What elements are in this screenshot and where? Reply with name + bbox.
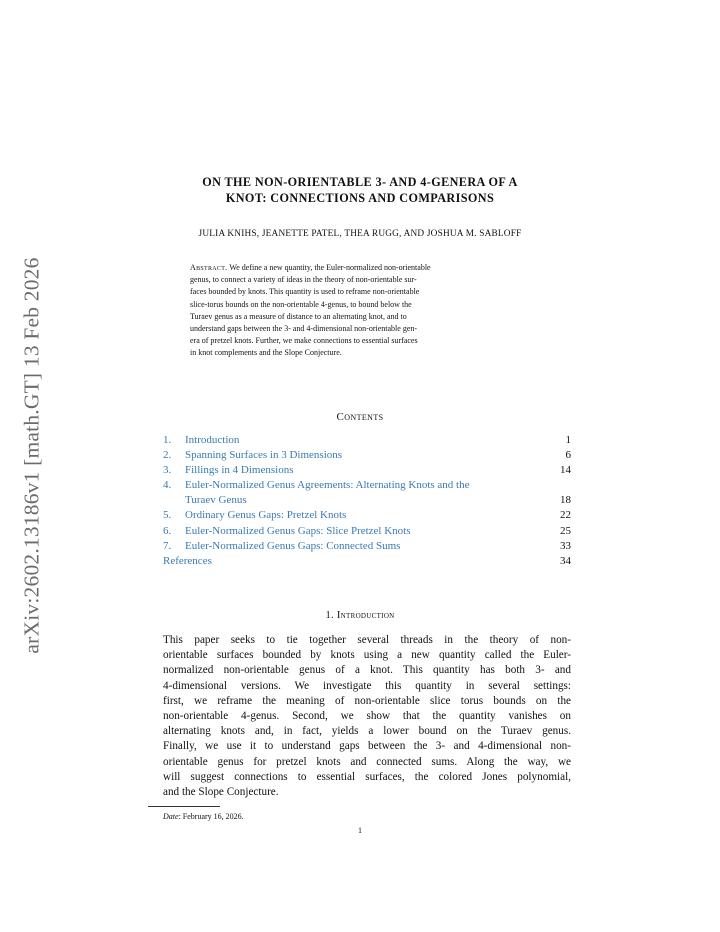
toc-entry-link[interactable]: Euler-Normalized Genus Gaps: Connected Sums: [185, 539, 401, 552]
table-of-contents: [163, 433, 571, 569]
page-number: 1: [358, 826, 362, 835]
toc-entry-introduction[interactable]: [163, 433, 571, 448]
toc-entry-pretzel-knots[interactable]: [163, 508, 571, 523]
abstract-line: Turaev genus as a measure of distance to an alternating knot, and to: [190, 311, 407, 321]
toc-entry-fillings[interactable]: [163, 463, 571, 478]
toc-entry-link[interactable]: Turaev Genus: [185, 494, 247, 507]
abstract-line: faces bounded by knots. This quantity is used to reframe non-orientable: [190, 287, 420, 297]
toc-entry-page: 6: [565, 449, 571, 462]
toc-entry-spanning-surfaces[interactable]: [163, 448, 571, 463]
paragraph-line: and the Slope Conjecture.: [163, 786, 279, 799]
abstract-label: Abstract.: [190, 263, 228, 272]
footnote-text: : February 16, 2026.: [178, 812, 244, 821]
toc-entry-number: 6.: [163, 524, 172, 537]
toc-entry-link[interactable]: References: [163, 554, 212, 567]
abstract-line: understand gaps between the 3- and 4-dimensional non-orientable gen-: [190, 324, 418, 334]
toc-entry-link[interactable]: Euler-Normalized Genus Gaps: Slice Pretzel Knots: [185, 524, 411, 537]
toc-entry-genus-agreements[interactable]: [163, 478, 571, 493]
abstract: [190, 262, 540, 360]
toc-entry-slice-pretzel-knots[interactable]: [163, 524, 571, 539]
toc-entry-page: 25: [560, 524, 571, 537]
abstract-line: [190, 262, 540, 274]
arxiv-identifier-stamp: [12, 245, 52, 665]
toc-entry-link[interactable]: Fillings in 4 Dimensions: [185, 464, 294, 477]
arxiv-stamp-text: arXiv:2602.13186v1 [math.GT] 13 Feb 2026: [19, 256, 44, 654]
abstract-line: genus, to connect a variety of ideas in the theory of non-orientable sur-: [190, 275, 417, 285]
introduction-paragraph: [163, 633, 571, 800]
toc-entry-page: 22: [560, 509, 571, 522]
footnote-label: Date: [163, 812, 179, 821]
toc-entry-number: 4.: [163, 479, 172, 492]
abstract-text: We define a new quantity, the Euler-normalized non-orientable: [229, 263, 431, 272]
paragraph-line: orientable genus for pretzel knots and connected sums. Along the way, we: [163, 755, 571, 768]
section-title: Introduction: [336, 610, 395, 621]
paragraph-line: 4-dimensional versions. We investigate this quantity in several settings:: [163, 679, 571, 692]
contents-heading: Contents: [336, 411, 384, 423]
abstract-line: era of pretzel knots. Further, we make connections to essential surfaces: [190, 336, 418, 346]
toc-entry-number: 7.: [163, 539, 172, 552]
abstract-line: slice-torus bounds on the non-orientable 4-genus, to bound below the: [190, 299, 412, 309]
paragraph-line: [163, 633, 571, 648]
toc-entry-page: 1: [565, 434, 571, 446]
paragraph-line: will suggest connections to essential surfaces, the colored Jones polynomial,: [163, 770, 571, 783]
toc-entry-connected-sums[interactable]: [163, 539, 571, 554]
paragraph-line: orientable surfaces bounded by knots using a new quantity called the Euler-: [163, 649, 571, 662]
toc-entry-references[interactable]: [163, 554, 571, 569]
date-footnote: [163, 812, 244, 821]
paragraph-line: non-orientable 4-genus. Second, we show that the quantity vanishes on: [163, 710, 571, 723]
paragraph-line: Finally, we use it to understand gaps between the 3- and 4-dimensional non-: [163, 740, 571, 753]
author-list: JULIA KNIHS, JEANETTE PATEL, THEA RUGG, AND JOSHUA M. SABLOFF: [198, 229, 522, 239]
toc-entry-page: 14: [560, 464, 571, 477]
toc-entry-link[interactable]: Spanning Surfaces in 3 Dimensions: [185, 449, 343, 462]
paragraph-line: alternating knots and, in fact, yields a lower bound on the Turaev genus.: [163, 725, 571, 738]
footnote-divider: [148, 806, 220, 807]
toc-entry-link[interactable]: Introduction: [185, 434, 240, 446]
toc-entry-link[interactable]: Ordinary Genus Gaps: Pretzel Knots: [185, 509, 347, 522]
toc-entry-number: 1.: [163, 434, 172, 446]
toc-entry-number: 2.: [163, 449, 172, 462]
title-line-1: ON THE NON-ORIENTABLE 3- AND 4-GENERA OF A: [202, 175, 518, 189]
paragraph-line: normalized non-orientable genus of a knot. This quantity has both 3- and: [163, 664, 571, 677]
toc-entry-page: 34: [560, 554, 571, 567]
paragraph-line-text: This paper seeks to tie together several threads in the theory of non-: [163, 634, 571, 646]
toc-entry-page: 33: [560, 539, 571, 552]
paragraph-line: first, we reframe the meaning of non-orientable slice torus bounds on the: [163, 694, 571, 707]
title-line-2: KNOT: CONNECTIONS AND COMPARISONS: [225, 190, 495, 205]
toc-entry-genus-agreements-continued[interactable]: [163, 493, 571, 508]
section-heading-introduction: [160, 610, 560, 621]
toc-entry-page: 18: [560, 494, 571, 507]
section-number: 1.: [325, 610, 334, 621]
toc-entry-number: 5.: [163, 509, 172, 522]
toc-entry-link[interactable]: Euler-Normalized Genus Agreements: Alternating Knots and the: [185, 479, 470, 492]
toc-entry-number: 3.: [163, 464, 172, 477]
paper-title: [150, 175, 570, 206]
abstract-line: in knot complements and the Slope Conjecture.: [190, 348, 342, 358]
